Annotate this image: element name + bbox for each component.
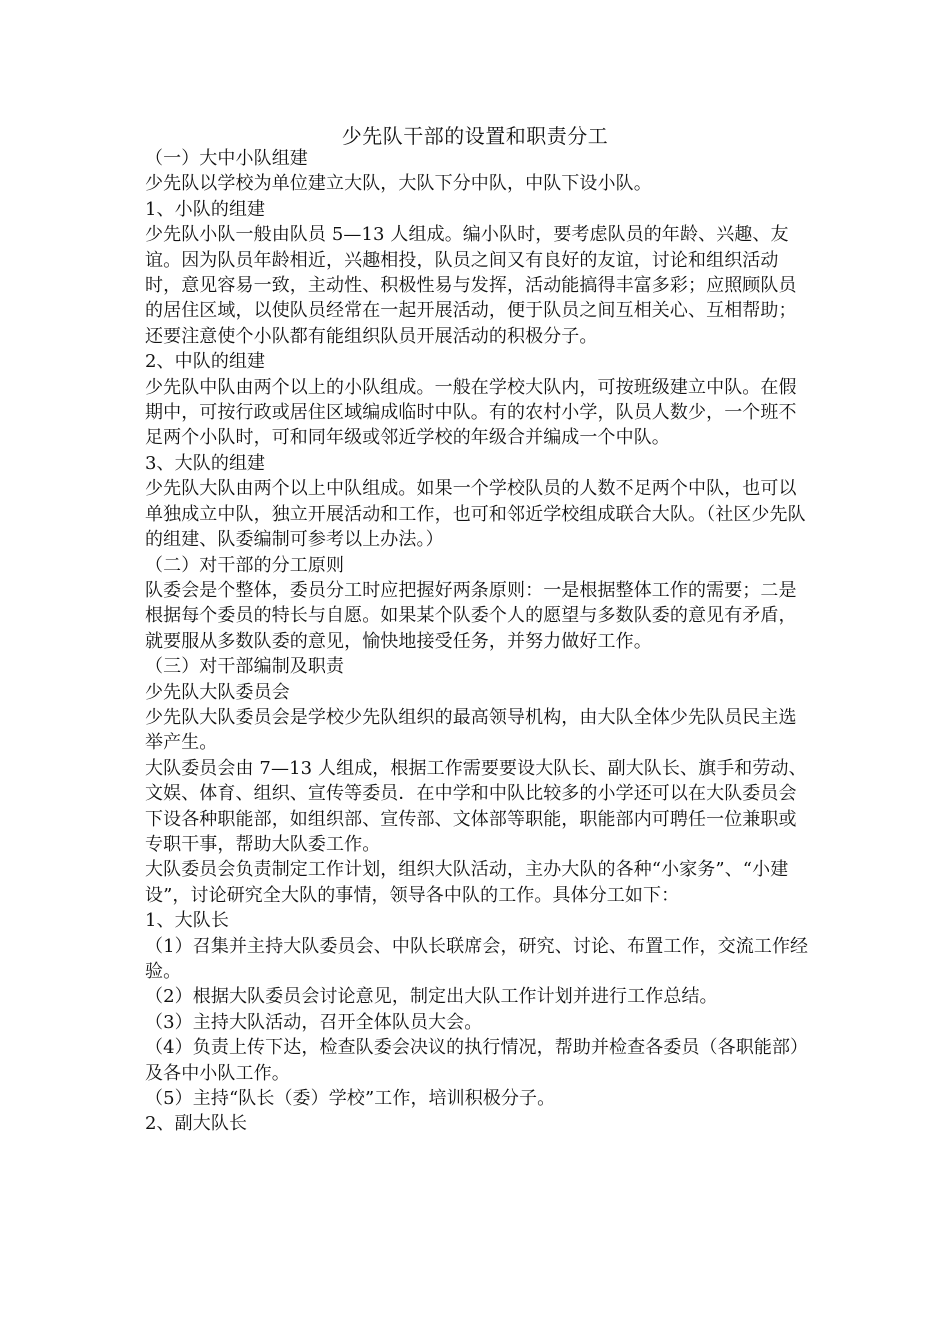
paragraph-principles: 队委会是个整体，委员分工时应把握好两条原则：一是根据整体工作的需要；二是根据每个委员的特长与自愿。如果某个队委个人的愿望与多数队委的意见有矛盾，就要服从多数队委的意见，愉快地接受任务，并努力做好工作。 xyxy=(145,579,797,652)
duty-item-1: （1）召集并主持大队委员会、中队长联席会，研究、讨论、布置工作，交流工作经验。 xyxy=(145,935,809,982)
duty-item-3: （3）主持大队活动，召开全体队员大会。 xyxy=(145,1011,483,1033)
section-heading-3: （三）对干部编制及职责 xyxy=(145,656,345,678)
paragraph-squadron: 少先队中队由两个以上的小队组成。一般在学校大队内，可按班级建立中队。在假期中，可按行政或居住区域编成临时中队。有的农村小学，队员人数少，一个班不足两个小队时，可和同年级或邻近学校的年级合并编成一个中队。 xyxy=(145,376,797,449)
subheading-brigade-leader: 1、大队长 xyxy=(145,910,229,932)
paragraph-committee-duties: 大队委员会负责制定工作计划，组织大队活动，主办大队的各种“小家务”、“小建设”，讨论研究全大队的事情，领导各中队的工作。具体分工如下： xyxy=(145,859,789,906)
section-heading-2: （二）对干部的分工原则 xyxy=(145,554,345,576)
duty-item-4: （4）负责上传下达，检查队委会决议的执行情况，帮助并检查各委员（各职能部）及各中小队工作。 xyxy=(145,1037,809,1084)
duty-item-5: （5）主持“队长（委）学校”工作，培训积极分子。 xyxy=(145,1088,556,1110)
paragraph-committee-intro: 少先队大队委员会是学校少先队组织的最高领导机构，由大队全体少先队员民主选举产生。 xyxy=(145,706,797,754)
subheading-squadron: 2、中队的组建 xyxy=(145,351,266,373)
subheading-team: 1、小队的组建 xyxy=(145,198,266,220)
section-heading-1: （一）大中小队组建 xyxy=(145,148,308,169)
subheading-brigade: 3、大队的组建 xyxy=(145,452,266,474)
subheading-brigade-committee: 少先队大队委员会 xyxy=(145,681,290,703)
document-body xyxy=(145,146,810,1137)
subheading-vice-leader: 2、副大队长 xyxy=(145,1113,248,1135)
document-title: 少先队干部的设置和职责分工 xyxy=(341,124,609,148)
paragraph-brigade: 少先队大队由两个以上中队组成。如果一个学校队员的人数不足两个中队，也可以单独成立中队，独立开展活动和工作，也可和邻近学校组成联合大队。（社区少先队的组建、队委编制可参考以上办法。） xyxy=(145,478,806,551)
duty-item-2: （2）根据大队委员会讨论意见，制定出大队工作计划并进行工作总结。 xyxy=(145,986,718,1008)
paragraph-team: 少先队小队一般由队员 5—13 人组成。编小队时，要考虑队员的年龄、兴趣、友谊。因为队员年龄相近，兴趣相投，队员之间又有良好的友谊，讨论和组织活动时，意见容易一致，主动性、积极性易与发挥，活动能搞得丰富多彩；应照顾队员的居住区域，以使队员经常在一起开展活动，便于队员之间互相关心、互相帮助；还要注意使个小队都有能组织队员开展活动的积极分子。 xyxy=(145,224,797,347)
paragraph-1: 少先队以学校为单位建立大队，大队下分中队，中队下设小队。 xyxy=(145,173,652,195)
paragraph-committee-structure: 大队委员会由 7—13 人组成，根据工作需要要设大队长、副大队长、旗手和劳动、文娱、体育、组织、宣传等委员．在中学和中队比较多的小学还可以在大队委员会下设各种职能部，如组织部、宣传部、文体部等职能，职能部内可聘任一位兼职或专职干事，帮助大队委工作。 xyxy=(145,757,807,855)
